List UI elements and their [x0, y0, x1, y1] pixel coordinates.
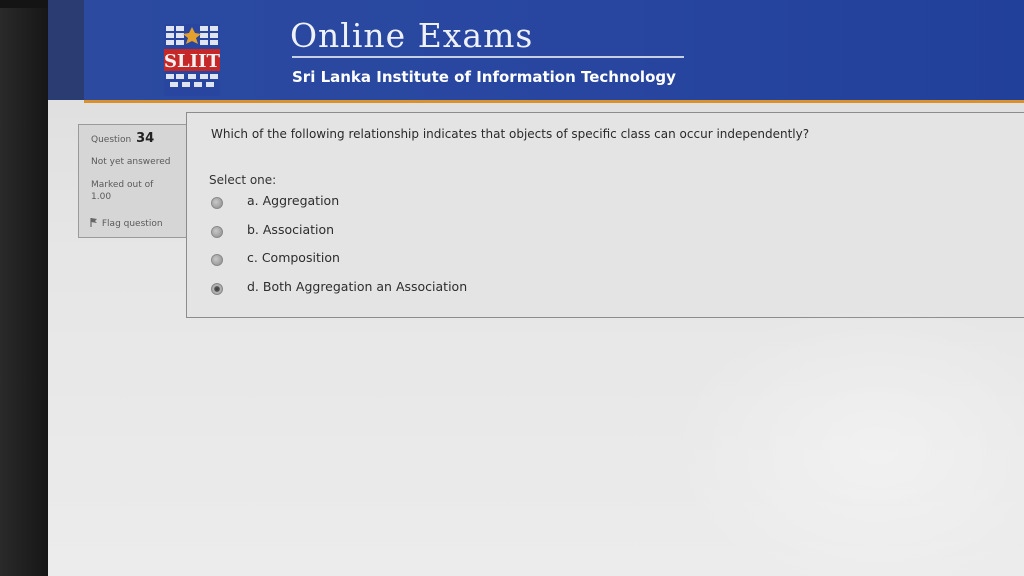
logo-text: SLIIT: [164, 51, 220, 72]
radio-button-d-selected[interactable]: [211, 283, 223, 295]
marked-out-of-label: Marked out of: [91, 180, 154, 190]
site-subtitle: Sri Lanka Institute of Information Technology: [292, 68, 676, 86]
flag-question-link[interactable]: [89, 217, 163, 229]
question-content: [186, 112, 1024, 318]
question-text: Which of the following relationship indicates that objects of specific class can occur independently?: [211, 127, 810, 141]
max-mark: 1.00: [91, 192, 112, 202]
screen-glare: [668, 300, 1024, 576]
radio-button-a[interactable]: [211, 197, 223, 209]
site-header: [84, 0, 1024, 103]
title-underline: [292, 56, 684, 58]
answer-option-d[interactable]: [207, 279, 627, 301]
radio-button-c[interactable]: [211, 254, 223, 266]
answer-option-a[interactable]: [207, 193, 627, 215]
answer-option-b[interactable]: [207, 222, 627, 244]
flag-question-label: Flag question: [101, 219, 163, 229]
answer-option-label[interactable]: d. Both Aggregation an Association: [247, 279, 468, 294]
answer-option-label[interactable]: a. Aggregation: [247, 193, 340, 208]
select-one-label: Select one:: [209, 173, 277, 187]
question-label: Question: [91, 135, 132, 145]
header-left-strip: [48, 0, 84, 100]
question-number-line: [91, 131, 154, 146]
answer-option-label[interactable]: b. Association: [247, 222, 335, 237]
answer-option-c[interactable]: [207, 250, 627, 272]
browser-viewport: [48, 0, 1024, 576]
radio-button-b[interactable]: [211, 226, 223, 238]
site-title[interactable]: Online Exams: [290, 16, 534, 55]
question-status: Not yet answered: [91, 157, 171, 167]
question-info-block: [78, 124, 188, 238]
answer-option-label[interactable]: c. Composition: [247, 250, 340, 265]
flag-icon: [89, 217, 99, 227]
sliit-logo[interactable]: [164, 24, 220, 96]
question-number: 34: [136, 131, 155, 146]
